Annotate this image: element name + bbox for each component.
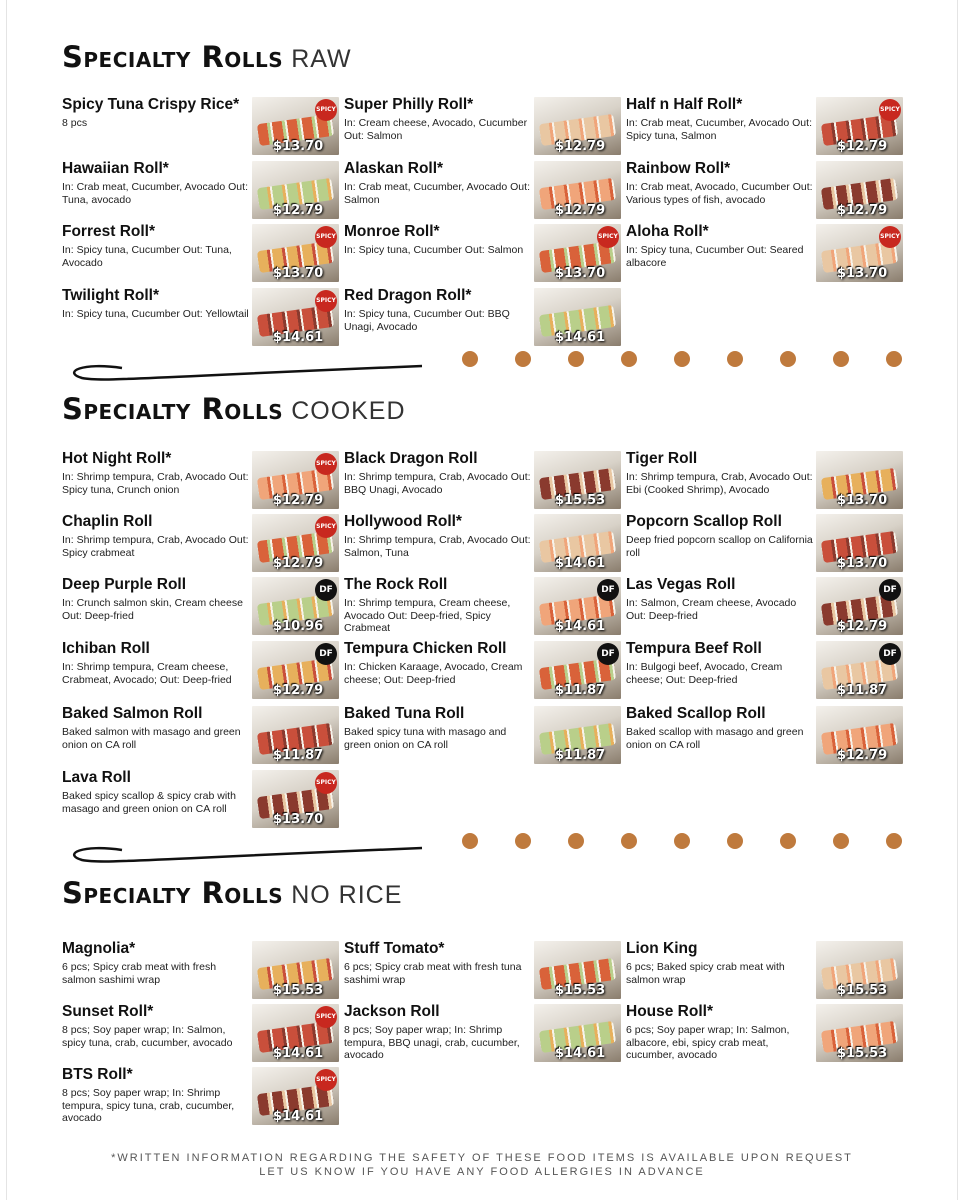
item-price: $12.79 [273, 493, 324, 508]
section-title-bold: Specialty Rolls [62, 40, 284, 74]
spicy-badge: SPICY [315, 226, 337, 248]
dairy-free-badge: DF [597, 643, 619, 665]
item-description: In: Spicy tuna, Cucumber Out: Tuna, Avocado [62, 244, 232, 269]
divider-dot [780, 833, 796, 849]
item-description: Deep fried popcorn scallop on California roll [626, 534, 813, 559]
item-photo [816, 514, 903, 572]
menu-item [626, 1003, 814, 1062]
item-name: Tempura Beef Roll [626, 640, 762, 657]
item-name: Alaskan Roll* [344, 160, 444, 177]
item-name: Tempura Chicken Roll [344, 640, 507, 657]
item-price: $15.53 [837, 1046, 888, 1061]
item-photo [534, 288, 621, 346]
item-price: $11.87 [273, 748, 324, 763]
dairy-free-badge: DF [879, 579, 901, 601]
item-price: $11.87 [837, 683, 888, 698]
item-description: 6 pcs; Spicy crab meat with fresh tuna sashimi wrap [344, 961, 522, 986]
item-photo [534, 577, 621, 635]
item-price: $13.70 [273, 812, 324, 827]
menu-item [344, 96, 534, 142]
section-divider [62, 358, 902, 388]
item-photo [816, 1004, 903, 1062]
item-description: In: Chicken Karaage, Avocado, Cream cheese; Out: Deep-fried [344, 661, 523, 686]
menu-item [344, 160, 534, 206]
item-price: $14.61 [273, 330, 324, 345]
section-title-raw [62, 40, 352, 80]
item-price: $12.79 [273, 556, 324, 571]
menu-item [344, 223, 534, 257]
item-name: Baked Tuna Roll [344, 705, 465, 722]
item-name: House Roll* [626, 1003, 713, 1020]
item-photo [534, 224, 621, 282]
item-name: Stuff Tomato* [344, 940, 445, 957]
item-price: $12.79 [837, 619, 888, 634]
item-name: Super Philly Roll* [344, 96, 474, 113]
item-description: In: Shrimp tempura, Crab, Avocado Out: Spicy tuna, Crunch onion [62, 471, 249, 496]
item-description: In: Shrimp tempura, Crab, Avocado Out: Spicy crabmeat [62, 534, 249, 559]
item-name: Magnolia* [62, 940, 136, 957]
item-description: In: Spicy tuna, Cucumber Out: Yellowtail [62, 308, 249, 320]
item-photo [534, 706, 621, 764]
section-title-light: NO RICE [291, 881, 403, 909]
menu-item [344, 513, 534, 559]
spicy-badge: SPICY [315, 1069, 337, 1091]
item-photo [816, 641, 903, 699]
item-photo [252, 770, 339, 828]
item-price: $12.79 [837, 203, 888, 218]
item-description: Baked scallop with masago and green onion on CA roll [626, 726, 804, 751]
menu-item [344, 640, 534, 686]
divider-dot [833, 833, 849, 849]
item-price: $14.61 [273, 1046, 324, 1061]
item-price: $14.61 [555, 619, 606, 634]
item-price: $15.53 [837, 983, 888, 998]
dairy-free-badge: DF [879, 643, 901, 665]
item-description: In: Shrimp tempura, Crab, Avocado Out: BBQ Unagi, Avocado [344, 471, 531, 496]
menu-item [626, 96, 814, 142]
spicy-badge: SPICY [315, 453, 337, 475]
item-name: Forrest Roll* [62, 223, 156, 240]
menu-item [626, 160, 814, 206]
item-photo [534, 941, 621, 999]
item-description: 8 pcs; Soy paper wrap; In: Shrimp tempura, spicy tuna, crab, cucumber, avocado [62, 1087, 235, 1124]
item-price: $13.70 [837, 266, 888, 281]
section-title-norice [62, 876, 402, 916]
item-price: $12.79 [837, 748, 888, 763]
item-price: $12.79 [555, 139, 606, 154]
item-name: The Rock Roll [344, 576, 448, 593]
item-description: In: Shrimp tempura, Cream cheese, Avocado Out: Deep-fried, Spicy Crabmeat [344, 597, 511, 634]
item-name: Ichiban Roll [62, 640, 150, 657]
item-name: Baked Salmon Roll [62, 705, 203, 722]
menu-item [344, 1003, 534, 1062]
spicy-badge: SPICY [315, 772, 337, 794]
item-photo [534, 161, 621, 219]
item-name: Jackson Roll [344, 1003, 440, 1020]
section-divider [62, 840, 902, 870]
divider-dot [568, 833, 584, 849]
item-description: Baked salmon with masago and green onion on CA roll [62, 726, 241, 751]
item-description: In: Crunch salmon skin, Cream cheese Out: Deep-fried [62, 597, 243, 622]
item-price: $12.79 [555, 203, 606, 218]
section-title-cooked [62, 392, 406, 432]
item-price: $12.79 [273, 683, 324, 698]
item-description: In: Spicy tuna, Cucumber Out: Salmon [344, 244, 524, 256]
item-description: In: Shrimp tempura, Cream cheese, Crabmeat, Avocado; Out: Deep-fried [62, 661, 232, 686]
item-name: Baked Scallop Roll [626, 705, 766, 722]
menu-item [626, 576, 814, 622]
item-price: $14.61 [273, 1109, 324, 1124]
item-photo [252, 97, 339, 155]
item-description: In: Bulgogi beef, Avocado, Cream cheese; Out: Deep-fried [626, 661, 783, 686]
menu-item [62, 223, 250, 269]
item-name: Monroe Roll* [344, 223, 440, 240]
item-description: In: Shrimp tempura, Crab, Avocado Out: Ebi (Cooked Shrimp), Avocado [626, 471, 813, 496]
dairy-free-badge: DF [315, 579, 337, 601]
section-title-light: RAW [291, 45, 352, 73]
section-title-bold: Specialty Rolls [62, 392, 284, 426]
menu-item [626, 450, 814, 496]
menu-item [62, 160, 250, 206]
item-price: $14.61 [555, 1046, 606, 1061]
footer-line-2: LET US KNOW IF YOU HAVE ANY FOOD ALLERGIES IN ADVANCE [259, 1166, 705, 1178]
item-name: Popcorn Scallop Roll [626, 513, 782, 530]
item-photo [252, 1004, 339, 1062]
divider-dot [727, 351, 743, 367]
item-photo [816, 224, 903, 282]
item-photo [252, 451, 339, 509]
spicy-badge: SPICY [315, 99, 337, 121]
item-description: In: Cream cheese, Avocado, Cucumber Out: Salmon [344, 117, 528, 142]
item-price: $13.70 [837, 493, 888, 508]
item-name: Deep Purple Roll [62, 576, 187, 593]
item-name: BTS Roll* [62, 1066, 133, 1083]
item-name: Las Vegas Roll [626, 576, 736, 593]
menu-item [344, 450, 534, 496]
item-name: Red Dragon Roll* [344, 287, 472, 304]
menu-item [626, 513, 814, 559]
item-name: Spicy Tuna Crispy Rice* [62, 96, 240, 113]
spicy-badge: SPICY [315, 1006, 337, 1028]
item-price: $10.96 [273, 619, 324, 634]
item-name: Lava Roll [62, 769, 131, 786]
item-description: In: Shrimp tempura, Crab, Avocado Out: Salmon, Tuna [344, 534, 531, 559]
item-price: $12.79 [273, 203, 324, 218]
item-photo [816, 706, 903, 764]
item-photo [252, 161, 339, 219]
item-price: $13.70 [273, 139, 324, 154]
swoosh-ornament [62, 358, 432, 388]
menu-item [344, 705, 534, 751]
divider-dot [621, 351, 637, 367]
item-description: In: Crab meat, Cucumber, Avocado Out: Tuna, avocado [62, 181, 248, 206]
menu-item [62, 576, 250, 622]
divider-dot [568, 351, 584, 367]
divider-dot [462, 833, 478, 849]
item-photo [816, 161, 903, 219]
spicy-badge: SPICY [315, 516, 337, 538]
item-photo [252, 1067, 339, 1125]
divider-dot [886, 833, 902, 849]
item-price: $13.70 [273, 266, 324, 281]
item-name: Hawaiian Roll* [62, 160, 169, 177]
menu-item [62, 96, 250, 130]
item-description: 6 pcs; Spicy crab meat with fresh salmon sashimi wrap [62, 961, 217, 986]
item-photo [252, 941, 339, 999]
item-photo [534, 451, 621, 509]
divider-dot [674, 833, 690, 849]
menu-item [62, 287, 250, 321]
item-price: $14.61 [555, 556, 606, 571]
item-photo [816, 941, 903, 999]
menu-item [344, 940, 534, 986]
item-name: Aloha Roll* [626, 223, 709, 240]
item-photo [816, 451, 903, 509]
menu-item [626, 640, 814, 686]
divider-dot [621, 833, 637, 849]
item-description: 8 pcs [62, 117, 88, 129]
item-name: Half n Half Roll* [626, 96, 743, 113]
item-photo [252, 224, 339, 282]
item-photo [252, 288, 339, 346]
item-description: In: Spicy tuna, Cucumber Out: Seared albacore [626, 244, 804, 269]
item-price: $15.53 [273, 983, 324, 998]
item-photo [534, 97, 621, 155]
menu-item [626, 223, 814, 269]
item-name: Tiger Roll [626, 450, 698, 467]
item-description: In: Crab meat, Cucumber, Avocado Out: Spicy tuna, Salmon [626, 117, 812, 142]
item-description: 8 pcs; Soy paper wrap; In: Salmon, spicy tuna, crab, cucumber, avocado [62, 1024, 233, 1049]
menu-item [344, 576, 534, 635]
item-name: Lion King [626, 940, 698, 957]
divider-dot [515, 833, 531, 849]
item-description: In: Crab meat, Avocado, Cucumber Out: Various types of fish, avocado [626, 181, 813, 206]
menu-item [344, 287, 534, 333]
spicy-badge: SPICY [597, 226, 619, 248]
menu-item [626, 705, 814, 751]
dairy-free-badge: DF [597, 579, 619, 601]
item-photo [252, 514, 339, 572]
spicy-badge: SPICY [879, 99, 901, 121]
item-photo [534, 514, 621, 572]
menu-item [62, 1066, 250, 1125]
divider-dot [886, 351, 902, 367]
section-title-light: COOKED [291, 397, 406, 425]
menu-item [62, 705, 250, 751]
item-price: $11.87 [555, 748, 606, 763]
item-price: $13.70 [837, 556, 888, 571]
footer-line-1: *WRITTEN INFORMATION REGARDING THE SAFETY OF THESE FOOD ITEMS IS AVAILABLE UPON REQUEST [111, 1152, 853, 1164]
divider-dot [780, 351, 796, 367]
item-description: 6 pcs; Baked spicy crab meat with salmon wrap [626, 961, 785, 986]
menu-item [62, 640, 250, 686]
menu-item [626, 940, 814, 986]
swoosh-ornament [62, 840, 432, 870]
divider-dot [727, 833, 743, 849]
item-name: Twilight Roll* [62, 287, 160, 304]
divider-dot [674, 351, 690, 367]
section-title-bold: Specialty Rolls [62, 876, 284, 910]
menu-item [62, 769, 250, 815]
item-description: In: Crab meat, Cucumber, Avocado Out: Salmon [344, 181, 530, 206]
divider-dot [515, 351, 531, 367]
spicy-badge: SPICY [315, 290, 337, 312]
menu-item [62, 513, 250, 559]
item-price: $11.87 [555, 683, 606, 698]
item-photo [534, 1004, 621, 1062]
item-description: Baked spicy tuna with masago and green onion on CA roll [344, 726, 507, 751]
item-name: Hot Night Roll* [62, 450, 172, 467]
item-description: Baked spicy scallop & spicy crab with masago and green onion on CA roll [62, 790, 236, 815]
item-description: In: Spicy tuna, Cucumber Out: BBQ Unagi, Avocado [344, 308, 510, 333]
divider-dot [833, 351, 849, 367]
item-photo [252, 577, 339, 635]
item-photo [816, 97, 903, 155]
menu-item [62, 1003, 250, 1049]
divider-dot [462, 351, 478, 367]
item-name: Black Dragon Roll [344, 450, 478, 467]
item-photo [816, 577, 903, 635]
item-name: Hollywood Roll* [344, 513, 462, 530]
item-price: $15.53 [555, 493, 606, 508]
item-photo [252, 641, 339, 699]
item-description: In: Salmon, Cream cheese, Avocado Out: Deep-fried [626, 597, 797, 622]
item-description: 6 pcs; Soy paper wrap; In: Salmon, albacore, ebi, spicy crab meat, cucumber, avocado [626, 1024, 790, 1061]
item-price: $15.53 [555, 983, 606, 998]
menu-item [62, 940, 250, 986]
item-name: Rainbow Roll* [626, 160, 731, 177]
item-description: 8 pcs; Soy paper wrap; In: Shrimp tempura, BBQ unagi, crab, cucumber, avocado [344, 1024, 520, 1061]
item-price: $12.79 [837, 139, 888, 154]
item-photo [252, 706, 339, 764]
dairy-free-badge: DF [315, 643, 337, 665]
item-price: $13.70 [555, 266, 606, 281]
allergy-footer [0, 1151, 964, 1179]
menu-item [62, 450, 250, 496]
item-name: Chaplin Roll [62, 513, 153, 530]
item-photo [534, 641, 621, 699]
item-price: $14.61 [555, 330, 606, 345]
item-name: Sunset Roll* [62, 1003, 154, 1020]
spicy-badge: SPICY [879, 226, 901, 248]
